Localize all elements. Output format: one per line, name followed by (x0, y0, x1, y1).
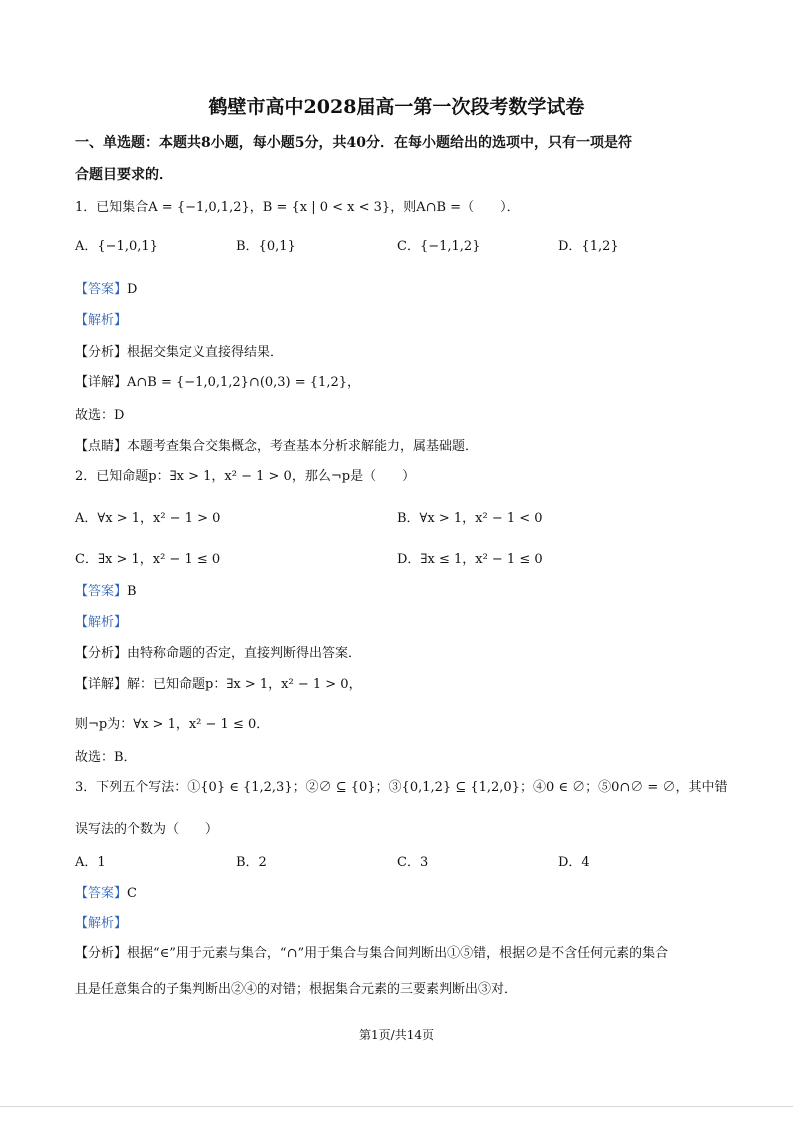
comment-tag: 【点睛】 (75, 439, 128, 454)
q2-stem-then: ，那么 (291, 469, 331, 484)
q3-stem-line1: 3．下列五个写法：①{0} ∈ {1,2,3}；②∅ ⊆ {0}；③{0,1,2} ⊆ {1,2,0}；④0 ∈ ∅；⑤0∩∅ = ∅，其中错 (75, 780, 728, 795)
analysis-tag: 【解析】 (75, 916, 128, 931)
q3-option-b: B．2 (236, 855, 267, 870)
q3-option-d: D．4 (558, 855, 590, 870)
q1-stem (75, 199, 520, 217)
q1-stem-text-then: ，则 (390, 200, 417, 215)
detail-tag: 【详解】 (75, 375, 128, 390)
fenxi-tag: 【分析】 (75, 646, 128, 661)
q2-answer-value: B (127, 584, 137, 599)
q3-fenxi-line2: 且是任意集合的子集判断出②④的对错；根据集合元素的三要素判断出③对． (75, 982, 518, 997)
q1-comment-text: 本题考查集合交集概念，考查基本分析求解能力，属基础题． (127, 439, 479, 454)
q2-neg-text-a: 则 (75, 717, 89, 732)
q3-option-c: C．3 (397, 855, 429, 870)
q2-option-d: D．∃x ≤ 1，x² − 1 ≤ 0 (397, 552, 543, 567)
q1-stem-paren: （ ）． (461, 200, 520, 215)
q1-stem-text-a: 1．已知集合 (75, 200, 149, 215)
q2-neg-text-c: 为： (107, 717, 134, 732)
q2-answer (75, 583, 137, 601)
q2-negation-line (75, 716, 269, 734)
q1-set-a: A = {−1,0,1,2} (148, 200, 250, 215)
q2-neg-result: ∀x > 1，x² − 1 ≤ 0． (133, 717, 270, 732)
section-heading-line1: 一、单选题：本题共8小题，每小题5分，共40分．在每小题给出的选项中，只有一项是符 (75, 135, 632, 151)
q2-stem (75, 468, 415, 486)
q3-fenxi-line1 (75, 945, 668, 963)
q1-option-a: A．{−1,0,1} (75, 239, 158, 254)
q2-option-a: A．∀x > 1，x² − 1 > 0 (75, 511, 221, 526)
q1-fenxi (75, 344, 283, 362)
q2-stem-paren: 是（ ） (350, 469, 416, 484)
q3-stem-line2: 误写法的个数为（ ） (75, 822, 219, 837)
q1-option-c: C．{−1,1,2} (397, 239, 481, 254)
q2-proposition: p：∃x > 1，x² − 1 > 0 (148, 469, 292, 484)
q2-negation: ¬p (330, 469, 351, 484)
q2-fenxi (75, 645, 361, 663)
q2-detail (75, 676, 362, 694)
q1-comment (75, 438, 478, 456)
q2-option-b: B．∀x > 1，x² − 1 < 0 (397, 511, 543, 526)
q1-detail-text: A∩B = {−1,0,1,2}∩(0,3) = {1,2}， (127, 375, 361, 390)
q1-option-d: D．{1,2} (558, 239, 619, 254)
q1-detail (75, 374, 360, 392)
q2-analysis (75, 614, 127, 632)
q1-stem-comma: ， (249, 200, 263, 215)
analysis-tag: 【解析】 (75, 615, 128, 630)
page-footer: 第1页/共14页 (359, 1028, 434, 1042)
q3-answer-value: C (127, 886, 137, 901)
q1-option-b: B．{0,1} (236, 239, 296, 254)
answer-tag: 【答案】 (75, 584, 128, 599)
detail-tag: 【详解】 (75, 677, 128, 692)
q2-option-c: C．∃x > 1，x² − 1 ≤ 0 (75, 552, 221, 567)
q1-fenxi-text: 根据交集定义直接得结果． (127, 345, 284, 360)
q3-analysis (75, 915, 127, 933)
q1-intersection: A∩B = (416, 200, 462, 215)
fenxi-tag: 【分析】 (75, 345, 128, 360)
q1-answer-value: D (127, 282, 138, 297)
q2-neg-symbol: ¬p (88, 717, 108, 732)
q2-detail-text: 解：已知命题 (127, 677, 206, 692)
q2-stem-text-a: 2．已知命题 (75, 469, 149, 484)
answer-tag: 【答案】 (75, 282, 128, 297)
q1-answer (75, 281, 137, 299)
analysis-tag: 【解析】 (75, 313, 128, 328)
q2-fenxi-text: 由特称命题的否定，直接判断得出答案． (127, 646, 362, 661)
q3-answer (75, 885, 137, 903)
answer-tag: 【答案】 (75, 886, 128, 901)
page-title: 鹤壁市高中2028届高一第一次段考数学试卷 (208, 96, 585, 118)
q1-analysis (75, 312, 127, 330)
q3-fenxi-text-a: 根据“∈”用于元素与集合，“∩”用于集合与集合间判断出①⑤错，根据∅是不含任何元素的集合 (127, 946, 669, 961)
q1-choose: 故选：D (75, 408, 125, 423)
q1-set-b: B = {x | 0 < x < 3} (262, 200, 391, 215)
section-heading-line2: 合题目要求的． (75, 167, 173, 183)
q2-detail-proposition: p：∃x > 1，x² − 1 > 0， (205, 677, 362, 692)
fenxi-tag: 【分析】 (75, 946, 128, 961)
bottom-divider (0, 1106, 793, 1107)
q2-choose: 故选：B． (75, 750, 137, 765)
q3-option-a: A．1 (75, 855, 106, 870)
